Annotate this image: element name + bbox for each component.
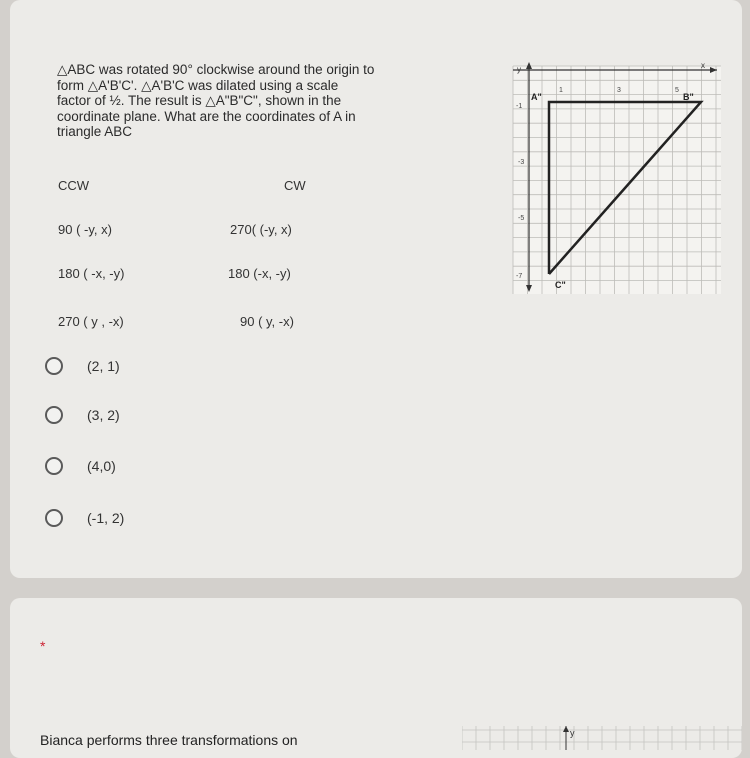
ccw-header: CCW — [58, 178, 90, 193]
answer-option-3[interactable] — [45, 457, 116, 475]
next-question-text: Bianca performs three transformations on — [40, 732, 298, 748]
vertex-a-label: A" — [531, 92, 542, 102]
option-label: (3, 2) — [87, 407, 120, 423]
question-line: △ABC was rotated 90° clockwise around the origin to — [57, 62, 375, 77]
mini-y-axis-label: y — [570, 728, 575, 738]
option-label: (-1, 2) — [87, 510, 125, 526]
question-line: factor of ½. The result is △A"B"C", shown in the — [57, 93, 342, 109]
answer-option-1[interactable] — [45, 357, 120, 375]
y-tick-label: -5 — [518, 215, 525, 222]
ccw-rule-270: 270 ( y , -x) — [58, 314, 124, 329]
ccw-rule-90: 90 ( -y, x) — [58, 222, 112, 237]
option-label: (4,0) — [87, 458, 116, 474]
question-line: triangle ABC — [57, 124, 133, 140]
radio-button[interactable] — [45, 357, 63, 375]
cw-rule-270: 270( (-y, x) — [230, 222, 292, 237]
answer-option-2[interactable] — [45, 406, 120, 424]
y-axis-label: y — [517, 65, 521, 74]
radio-button[interactable] — [45, 406, 63, 424]
cw-rule-180: 180 (-x, -y) — [228, 266, 291, 281]
y-tick-label: -3 — [518, 159, 525, 166]
x-axis-label: x — [701, 61, 705, 70]
y-axis-arrow-icon — [526, 62, 532, 69]
x-tick-label: 3 — [617, 87, 621, 94]
question-line: coordinate plane. What are the coordinates of A in — [57, 108, 356, 124]
x-tick-label: 1 — [559, 87, 563, 94]
cw-rule-90: 90 ( y, -x) — [240, 314, 294, 329]
vertex-c-label: C" — [555, 280, 566, 290]
question-text — [57, 62, 477, 140]
radio-button[interactable] — [45, 509, 63, 527]
radio-button[interactable] — [45, 457, 63, 475]
y-tick-label: -7 — [516, 273, 523, 280]
coordinate-plane — [505, 58, 725, 298]
next-question-graph-preview — [462, 722, 742, 750]
mini-y-axis-arrow-icon — [563, 726, 569, 732]
required-marker: * — [40, 638, 46, 654]
question-line: form △A'B'C'. △A'B'C was dilated using a scale — [57, 77, 339, 93]
cw-header: CW — [284, 178, 306, 193]
option-label: (2, 1) — [87, 358, 120, 374]
answer-option-4[interactable] — [45, 509, 124, 527]
y-tick-label: -1 — [516, 103, 523, 110]
ccw-rule-180: 180 ( -x, -y) — [58, 266, 125, 281]
x-tick-label: 5 — [675, 87, 679, 94]
vertex-b-label: B" — [683, 92, 694, 102]
